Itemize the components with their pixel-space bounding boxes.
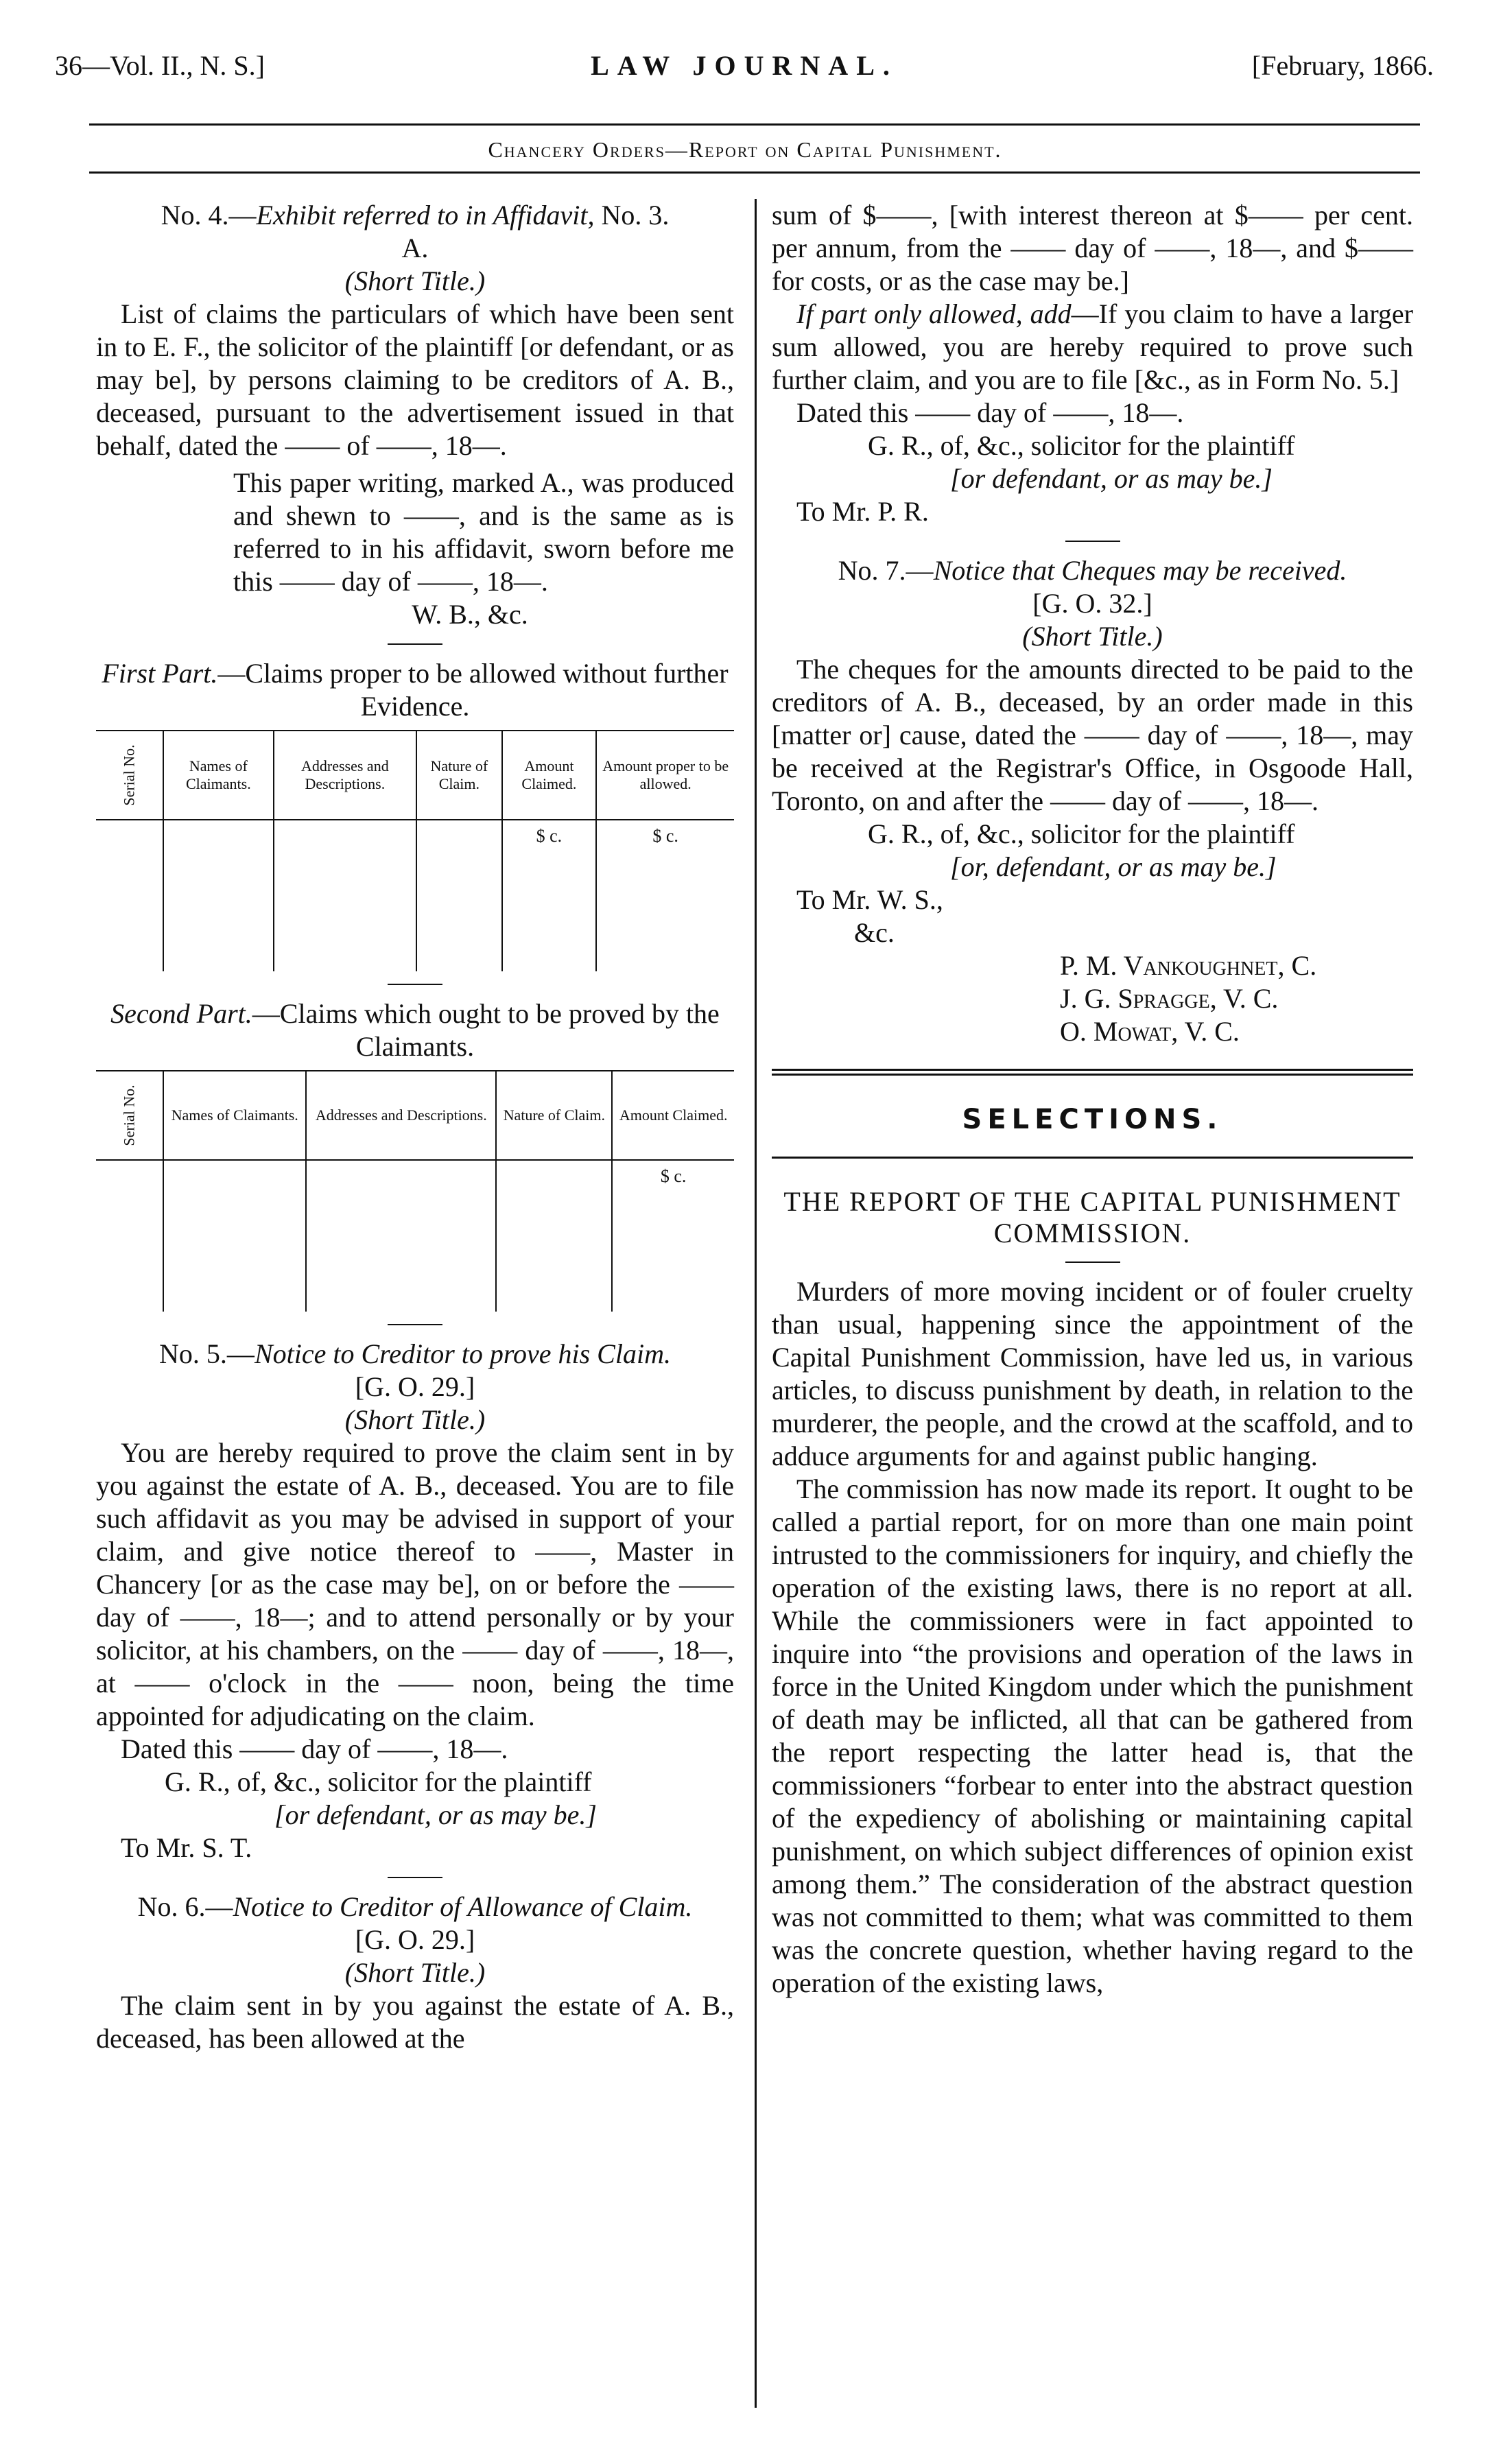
form6-solicitor: G. R., of, &c., solicitor for the plaintiff: [868, 430, 1295, 461]
form4-heading: [96, 199, 734, 232]
column-header: Names of Claimants.: [163, 1071, 306, 1160]
form5-short-title: (Short Title.): [344, 1404, 486, 1435]
form6-heading: [96, 1891, 734, 1923]
section-rule: [772, 1069, 1413, 1076]
form6-or-defendant: [or defendant, or as may be.]: [950, 463, 1273, 494]
form6-to: To Mr. P. R.: [796, 496, 929, 527]
column-header: Names of Claimants.: [163, 731, 273, 820]
column-header: Amount Claimed.: [612, 1071, 734, 1160]
if-part-text: —If you claim to have a larger sum allowed, you are hereby required to prove such further claim, and you are to file [&c., as in Form No. 5.]: [772, 298, 1413, 395]
form7-etc: &c.: [854, 917, 895, 948]
form7-heading: [772, 554, 1413, 587]
form5-order-ref: [G. O. 29.]: [355, 1371, 475, 1402]
form6-number: No. 6.—: [137, 1891, 233, 1922]
form6-title: Notice to Creditor of Allowance of Claim.: [233, 1891, 693, 1922]
form7-to: To Mr. W. S.,: [796, 884, 943, 915]
column-header: Amount proper to be allowed.: [596, 731, 734, 820]
second-part-label: Second Part.: [110, 998, 252, 1029]
divider: [388, 1324, 442, 1325]
journal-title: LAW JOURNAL.: [591, 50, 898, 81]
column-header: Nature of Claim.: [416, 731, 501, 820]
form6-order-ref: [G. O. 29.]: [355, 1924, 475, 1955]
currency-label: $ c.: [596, 820, 734, 971]
form6-body: The claim sent in by you against the estate of A. B., deceased, has been allowed at the: [96, 1990, 734, 2054]
section-subheader: Chancery Orders—Report on Capital Punishment.: [488, 137, 1002, 162]
divider: [388, 643, 442, 645]
form4-title: Exhibit referred to in Affidavit,: [256, 200, 595, 230]
form6-body-continued: sum of $——, [with interest thereon at $—— per cent. per annum, from the —— day of ——, 18—, and $—— for costs, or as the case may be.]: [772, 200, 1413, 296]
currency-label: $ c.: [502, 820, 597, 971]
first-part-table: [96, 730, 734, 971]
column-header: Serial No.: [120, 744, 138, 806]
form4-signature: W. B., &c.: [412, 599, 528, 630]
first-part-label: First Part.: [102, 658, 218, 689]
second-part-desc: —Claims which ought to be proved by the Claimants.: [252, 998, 720, 1062]
article-paragraph: Murders of more moving incident or of fouler cruelty than usual, happening since the appointment of the Capital Punishment Commission, have led us, in various articles, to discuss punishment by death, in relation to the murderer, the people, and the crowd at the scaffold, and to adduce arguments for and against public hanging.: [772, 1276, 1413, 1471]
divider: [1065, 1261, 1120, 1263]
section-rule: [772, 1157, 1413, 1159]
header-rule: [89, 123, 1420, 126]
divider: [388, 984, 442, 985]
signatory: J. G. Spragge, V. C.: [1060, 983, 1279, 1014]
form7-number: No. 7.—: [838, 555, 934, 586]
column-header: Amount Claimed.: [502, 731, 597, 820]
form4-exhibit-note: This paper writing, marked A., was produced and shewn to ——, and is the same as is referred to in his affidavit, sworn before me this —— day of ——, 18—.: [233, 467, 734, 597]
divider: [1065, 541, 1120, 542]
form4-suffix: No. 3.: [594, 200, 670, 230]
form5-body: You are hereby required to prove the claim sent in by you against the estate of A. B., deceased. You are to file such affidavit as you may be advised in support of your claim, and give notice thereof to ——, Master in Chancery [or as the case may be], on or before the —— day of ——, 18—; and to attend personally or by your solicitor, at his chambers, on the —— day of ——, 18—, at —— o'clock in the —— noon, being the time appointed for adjudicating on the claim.: [96, 1437, 734, 1731]
subheader-rule: [89, 171, 1420, 174]
form4-body: List of claims the particulars of which have been sent in to E. F., the solicitor of the plaintiff [or defendant, or as may be], by persons claiming to be creditors of A. B., deceased, pursuant to the advertisement issued in that behalf, dated the —— of ——, 18—.: [96, 298, 734, 461]
article-title: THE REPORT OF THE CAPITAL PUNISHMENT COMMISSION.: [783, 1186, 1402, 1248]
table-row: [96, 820, 734, 971]
second-part-title: [96, 997, 734, 1063]
form6-dated: Dated this —— day of ——, 18—.: [796, 397, 1184, 428]
issue-date: [February, 1866.: [1251, 50, 1434, 81]
if-part-label: If part only allowed, add: [796, 298, 1072, 329]
right-column: [772, 199, 1413, 2000]
divider: [388, 1877, 442, 1878]
form7-title: Notice that Cheques may be received.: [933, 555, 1347, 586]
form5-number: No. 5.—: [159, 1338, 255, 1369]
form5-solicitor: G. R., of, &c., solicitor for the plaintiff: [165, 1766, 592, 1797]
form4-number: No. 4.—: [161, 200, 257, 230]
form7-short-title: (Short Title.): [1022, 621, 1163, 652]
signatory: P. M. Vankoughnet, C.: [1060, 950, 1317, 981]
second-part-table: [96, 1070, 734, 1312]
form7-order-ref: [G. O. 32.]: [1032, 588, 1152, 619]
column-header: Addresses and Descriptions.: [274, 731, 417, 820]
column-header: Addresses and Descriptions.: [306, 1071, 496, 1160]
column-header: Serial No.: [120, 1085, 138, 1146]
volume-label: 36—Vol. II., N. S.]: [55, 50, 265, 81]
form5-title: Notice to Creditor to prove his Claim.: [254, 1338, 671, 1369]
table-row: [96, 1160, 734, 1312]
form5-heading: [96, 1338, 734, 1371]
article-paragraph: The commission has now made its report. It ought to be called a partial report, for on more than one main point intrusted to the commissioners for inquiry, and chiefly the operation of the existing laws, there is no report at all. While the commissioners were in fact appointed to inquire into “the provisions and operation of the laws in force in the United Kingdom under which the punishment of death may be inflicted, all that can be gathered from the report respecting the latter head is, that the commissioners “forbear to enter into the abstract question of the expediency of abolishing or maintaining capital punishment, on which subject differences of opinion exist among them.” The consideration of the abstract question was not committed to them; what was committed to them was the concrete question, whether having regard to the operation of the existing laws,: [772, 1473, 1413, 1998]
column-header: Nature of Claim.: [496, 1071, 612, 1160]
form5-or-defendant: [or defendant, or as may be.]: [274, 1799, 597, 1830]
form7-body: The cheques for the amounts directed to be paid to the creditors of A. B., deceased, by an order made in this [matter or] cause, dated the —— day of ——, 18—, may be received at the Registrar's Office, in Osgoode Hall, Toronto, on and after the —— day of ——, 18—.: [772, 654, 1413, 816]
first-part-title: [96, 657, 734, 723]
form6-if-part: [772, 298, 1413, 396]
first-part-desc: —Claims proper to be allowed without further Evidence.: [217, 658, 729, 722]
signatory: O. Mowat, V. C.: [1060, 1016, 1240, 1047]
form4-letter: A.: [401, 233, 429, 263]
left-column: [96, 199, 734, 2055]
form6-short-title: (Short Title.): [344, 1957, 486, 1988]
form5-dated: Dated this —— day of ——, 18—.: [121, 1733, 508, 1764]
form5-to: To Mr. S. T.: [121, 1832, 252, 1863]
running-header: [48, 49, 1441, 91]
form4-short-title: (Short Title.): [344, 265, 486, 296]
form7-solicitor: G. R., of, &c., solicitor for the plaintiff: [868, 818, 1295, 849]
selections-heading: SELECTIONS.: [962, 1104, 1223, 1135]
column-divider: [755, 199, 757, 2408]
form7-or-defendant: [or, defendant, or as may be.]: [950, 851, 1277, 882]
currency-label: $ c.: [612, 1160, 734, 1312]
